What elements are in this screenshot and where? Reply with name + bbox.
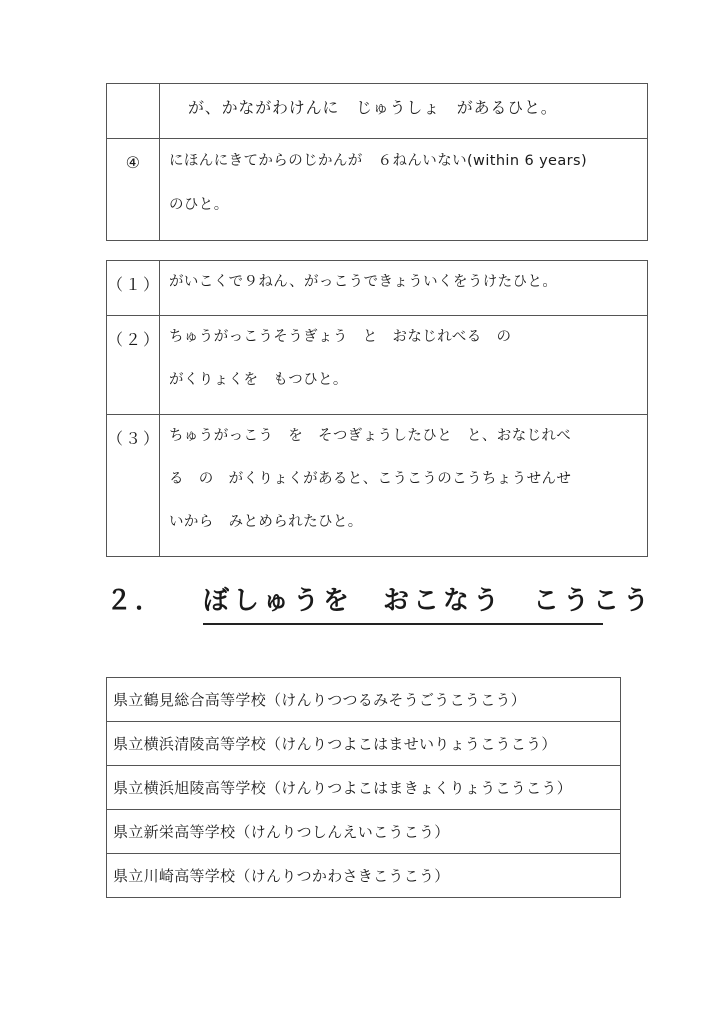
text-line: る の がくりょくがあると、こうこうのこうちょうせんせ — [169, 471, 572, 487]
text-line: ちゅうがっこうそうぎょう と おなじれべる の — [169, 329, 512, 345]
table-row — [107, 316, 648, 415]
school-name: 県立新栄高等学校（けんりつしんえいこうこう） — [107, 810, 621, 854]
row-text — [160, 261, 648, 316]
table-row — [107, 261, 648, 316]
text-line: いから みとめられたひと。 — [169, 514, 363, 530]
school-name: 県立横浜旭陵高等学校（けんりつよこはまきょくりょうこうこう） — [107, 766, 621, 810]
row-number: （３） — [107, 415, 160, 557]
school-name: 県立横浜清陵高等学校（けんりつよこはませいりょうこうこう） — [107, 722, 621, 766]
text-line: がいこくで９ねん、がっこうできょういくをうけたひと。 — [169, 274, 558, 290]
section-title: ぼしゅうを おこなう こうこう — [203, 580, 603, 625]
row-text — [160, 316, 648, 415]
table-row — [107, 415, 648, 557]
schools-table — [106, 677, 621, 898]
school-name: 県立川崎高等学校（けんりつかわさきこうこう） — [107, 854, 621, 898]
table-row — [107, 810, 621, 854]
section-number: ２． — [106, 586, 165, 616]
row-text: が、かながわけんに じゅうしょ があるひと。 — [160, 84, 648, 139]
education-requirements-table — [106, 260, 648, 557]
table-row — [107, 722, 621, 766]
table-row — [107, 854, 621, 898]
table-row — [107, 678, 621, 722]
eligibility-table-continued — [106, 83, 648, 241]
row-text — [160, 415, 648, 557]
table-row — [107, 766, 621, 810]
text-line: がくりょくを もつひと。 — [169, 372, 348, 388]
row-number: （２） — [107, 316, 160, 415]
number-cell-empty — [107, 84, 160, 139]
table-row — [107, 84, 648, 139]
school-name: 県立鶴見総合高等学校（けんりつつるみそうごうこうこう） — [107, 678, 621, 722]
row-number: ④ — [107, 139, 160, 241]
table-row — [107, 139, 648, 241]
text-line: にほんにきてからのじかんが ６ねんいない(within 6 years) — [169, 153, 588, 169]
text-line: のひと。 — [169, 197, 229, 213]
text-line: ちゅうがっこう を そつぎょうしたひと と、おなじれべ — [169, 428, 572, 444]
row-text — [160, 139, 648, 241]
row-number: （１） — [107, 261, 160, 316]
